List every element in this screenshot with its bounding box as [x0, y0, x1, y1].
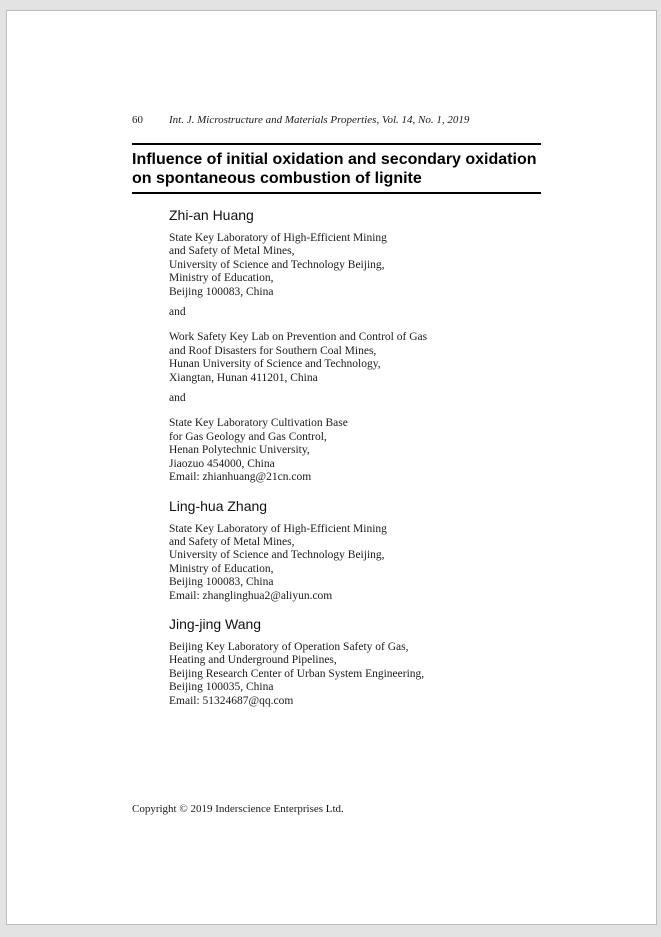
affiliation-line: Henan Polytechnic University, — [169, 444, 310, 457]
affiliation-line: Beijing 100083, China — [169, 576, 274, 589]
affiliation-line: Work Safety Key Lab on Prevention and Control of Gas — [169, 331, 428, 344]
affiliation-line: Ministry of Education, — [169, 562, 274, 575]
affiliation-block — [169, 417, 541, 484]
author-section — [169, 207, 541, 485]
authors — [169, 207, 541, 708]
affiliation-line: Beijing 100083, China — [169, 285, 274, 298]
affiliation-block — [169, 331, 541, 385]
paper-title-line-2: on spontaneous combustion of lignite — [132, 170, 422, 187]
author-section — [169, 498, 541, 603]
affiliation-line: Ministry of Education, — [169, 272, 274, 285]
author-section — [169, 616, 541, 708]
author-name: Ling-hua Zhang — [169, 497, 268, 514]
affiliation-block — [169, 523, 541, 603]
author-email: Email: 51324687@qq.com — [169, 694, 294, 707]
affiliation-line: State Key Laboratory of High-Efficient Mining — [169, 232, 387, 244]
affiliation-line: and Roof Disasters for Southern Coal Mines, — [169, 344, 377, 357]
paper-title-line-1: Influence of initial oxidation and secondary oxidation — [132, 151, 537, 168]
author-email: Email: zhianhuang@21cn.com — [169, 471, 312, 484]
affiliation-block — [169, 232, 541, 299]
author-email: Email: zhanglinghua2@aliyun.com — [169, 589, 333, 602]
affiliation-line: University of Science and Technology Beijing, — [169, 258, 385, 271]
running-header — [132, 114, 541, 127]
affiliation-line: Beijing Key Laboratory of Operation Safety of Gas, — [169, 640, 409, 653]
journal-citation: Int. J. Microstructure and Materials Properties, Vol. 14, No. 1, 2019 — [169, 114, 470, 126]
title-block — [132, 143, 541, 194]
affiliation-line: Xiangtan, Hunan 411201, China — [169, 371, 318, 384]
copyright-notice: Copyright © 2019 Inderscience Enterprises Ltd. — [132, 803, 344, 815]
affiliation-line: State Key Laboratory of High-Efficient Mining — [169, 522, 387, 535]
affiliation-line: Heating and Underground Pipelines, — [169, 654, 337, 667]
affiliation-line: Beijing 100035, China — [169, 681, 274, 694]
affiliation-separator: and — [169, 306, 186, 319]
affiliation-block — [169, 641, 541, 708]
author-name: Zhi-an Huang — [169, 207, 254, 223]
affiliation-line: for Gas Geology and Gas Control, — [169, 430, 327, 443]
affiliation-line: and Safety of Metal Mines, — [169, 245, 295, 258]
affiliation-line: and Safety of Metal Mines, — [169, 535, 295, 548]
page-content — [132, 114, 541, 708]
author-name: Jing-jing Wang — [169, 615, 262, 632]
page-number: 60 — [132, 114, 143, 126]
affiliation-line: Beijing Research Center of Urban System Engineering, — [169, 667, 425, 680]
affiliation-line: Jiaozuo 454000, China — [169, 457, 275, 470]
paper-page — [6, 10, 657, 925]
affiliation-line: University of Science and Technology Beijing, — [169, 549, 385, 562]
affiliation-line: State Key Laboratory Cultivation Base — [169, 417, 348, 430]
affiliation-line: Hunan University of Science and Technology, — [169, 358, 381, 371]
affiliation-separator: and — [169, 392, 186, 405]
